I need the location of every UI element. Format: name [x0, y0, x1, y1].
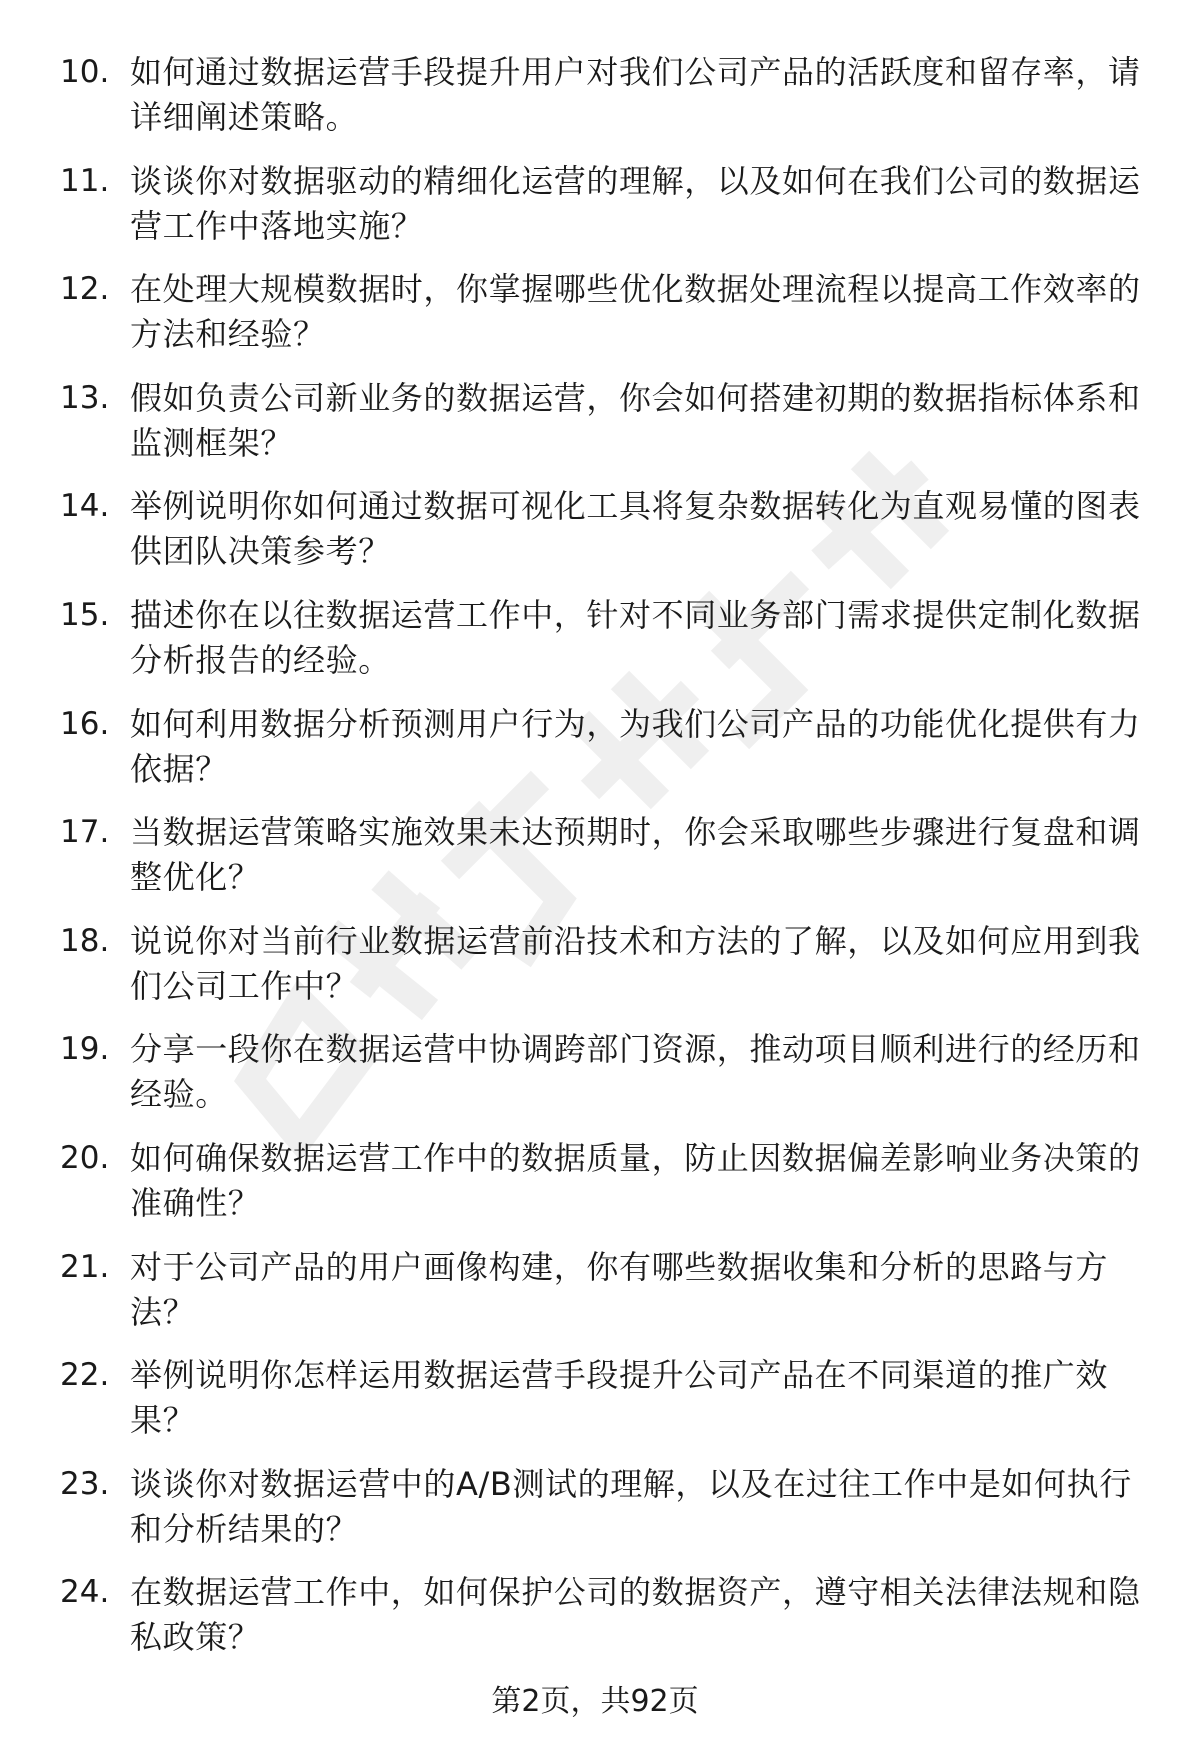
page-footer [0, 1682, 1190, 1722]
question-text: 描述你在以往数据运营工作中，针对不同业务部门需求提供定制化数据分析报告的经验。 [130, 595, 1141, 679]
question-text: 在处理大规模数据时，你掌握哪些优化数据处理流程以提高工作效率的方法和经验？ [130, 270, 1141, 354]
question-number: 19. [60, 1031, 110, 1068]
question-text: 说说你对当前行业数据运营前沿技术和方法的了解，以及如何应用到我们公司工作中？ [130, 921, 1141, 1005]
question-list [0, 50, 1190, 1679]
question-item [0, 1462, 1190, 1571]
question-number: 10. [60, 54, 110, 90]
question-number: 22. [60, 1357, 110, 1394]
question-item [0, 267, 1190, 376]
question-item [0, 1027, 1190, 1136]
question-number: 14. [60, 488, 110, 525]
question-item [0, 593, 1190, 702]
question-text: 分享一段你在数据运营中协调跨部门资源，推动项目顺利进行的经历和经验。 [130, 1030, 1141, 1114]
question-number: 11. [60, 162, 110, 199]
question-text: 举例说明你如何通过数据可视化工具将复杂数据转化为直观易懂的图表供团队决策参考？ [130, 487, 1141, 571]
question-number: 23. [60, 1465, 110, 1502]
question-text: 当数据运营策略实施效果未达预期时，你会采取哪些步骤进行复盘和调整优化？ [130, 813, 1141, 897]
question-number: 18. [60, 922, 110, 959]
question-text: 如何通过数据运营手段提升用户对我们公司产品的活跃度和留存率，请详细阐述策略。 [130, 53, 1141, 136]
question-item [0, 1245, 1190, 1354]
question-text: 举例说明你怎样运用数据运营手段提升公司产品在不同渠道的推广效果？ [130, 1356, 1109, 1440]
question-number: 12. [60, 271, 110, 308]
question-text: 如何利用数据分析预测用户行为，为我们公司产品的功能优化提供有力依据？ [130, 704, 1141, 788]
question-number: 17. [60, 814, 110, 851]
question-number: 21. [60, 1248, 110, 1285]
question-item [0, 159, 1190, 268]
question-number: 24. [60, 1574, 110, 1611]
question-item [0, 484, 1190, 593]
question-item [0, 1570, 1190, 1679]
question-item [0, 50, 1190, 159]
question-text: 对于公司产品的用户画像构建，你有哪些数据收集和分析的思路与方法？ [130, 1247, 1109, 1331]
question-item [0, 702, 1190, 811]
question-text: 谈谈你对数据驱动的精细化运营的理解，以及如何在我们公司的数据运营工作中落地实施？ [130, 161, 1141, 245]
question-item [0, 919, 1190, 1028]
question-number: 20. [60, 1139, 110, 1176]
question-text: 在数据运营工作中，如何保护公司的数据资产，遵守相关法律法规和隐私政策？ [130, 1573, 1141, 1657]
question-text: 谈谈你对数据运营中的A/B测试的理解，以及在过往工作中是如何执行和分析结果的？ [130, 1464, 1132, 1548]
question-number: 15. [60, 596, 110, 633]
question-number: 16. [60, 705, 110, 742]
question-text: 假如负责公司新业务的数据运营，你会如何搭建初期的数据指标体系和监测框架？ [130, 378, 1141, 462]
question-number: 13. [60, 379, 110, 416]
question-item [0, 1353, 1190, 1462]
question-item [0, 1136, 1190, 1245]
question-item [0, 810, 1190, 919]
question-text: 如何确保数据运营工作中的数据质量，防止因数据偏差影响业务决策的准确性？ [130, 1138, 1141, 1222]
question-item [0, 376, 1190, 485]
page-number-label: 第2页，共92页 [491, 1684, 699, 1719]
